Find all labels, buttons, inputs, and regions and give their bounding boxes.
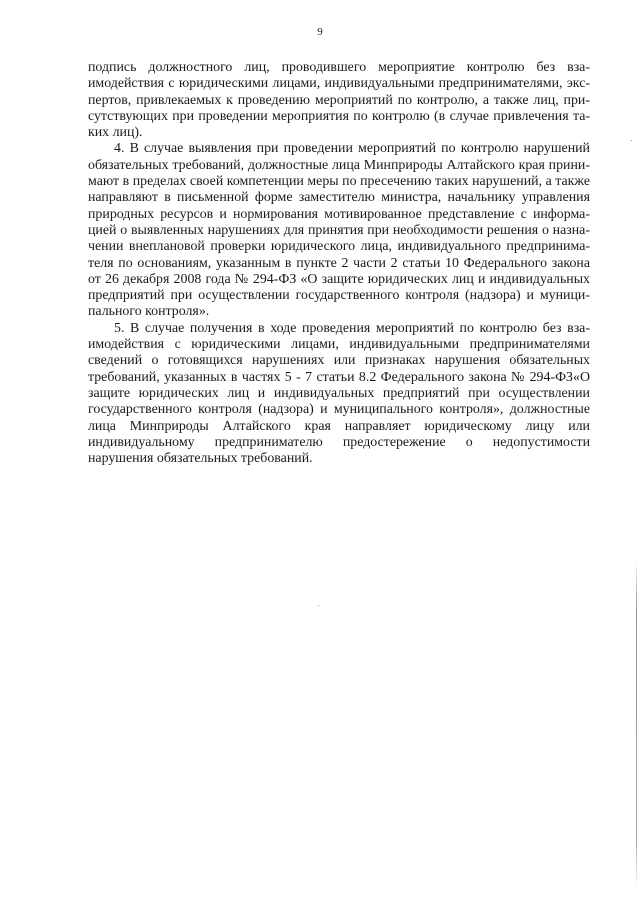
paragraph-item-4: 4. В случае выявления при проведении мероприятий по контролю нарушений обязательных требований, должностные лица Минприроды Алтайского края принимают в пределах своей компетенции меры по пресечению таких нарушений, а также направляют в письменной форме заместителю министра, начальнику управления природных ресурсов и нормирования мотивированное представление с информацией о выявленных нарушениях для принятия при необходимости решения о назначении внеплановой проверки юридического лица, индивидуального предпринимателя по основаниям, указанным в пункте 2 части 2 статьи 10 Федерального закона от 26 декабря 2008 года № 294-ФЗ «О защите юридических лиц и индивидуальных предприятий при осуществлении государственного контроля (надзора) и муниципального контроля». [88,141,590,320]
scan-speck [318,605,319,606]
document-body [88,60,590,467]
paragraph-signature-continuation: подпись должностного лиц, проводившего мероприятие контролю без взаимодействия с юридическими лицами, индивидуальными предпринимателями, экспертов, привлекаемых к проведению мероприятий по контролю, а также лиц, присутствующих при проведении мероприятия по контролю (в случае привлечения таких лиц). [88,60,590,141]
scan-edge-line [636,560,637,890]
scan-speck [631,140,632,141]
page-number: 9 [317,26,323,38]
paragraph-item-5: 5. В случае получения в ходе проведения мероприятий по контролю без взаимодействия с юридическими лицами, индивидуальными предпринимателями сведений о готовящихся нарушениях или признаках нарушения обязательных требований, указанных в частях 5 - 7 статьи 8.2 Федерального закона № 294-ФЗ«О защите юридических лиц и индивидуальных предприятий при осуществлении государственного контроля (надзора) и муниципального контроля», должностные лица Минприроды Алтайского края направляет юридическому лицу или индивидуальному предпринимателю предостережение о недопустимости нарушения обязательных требований. [88,320,590,467]
